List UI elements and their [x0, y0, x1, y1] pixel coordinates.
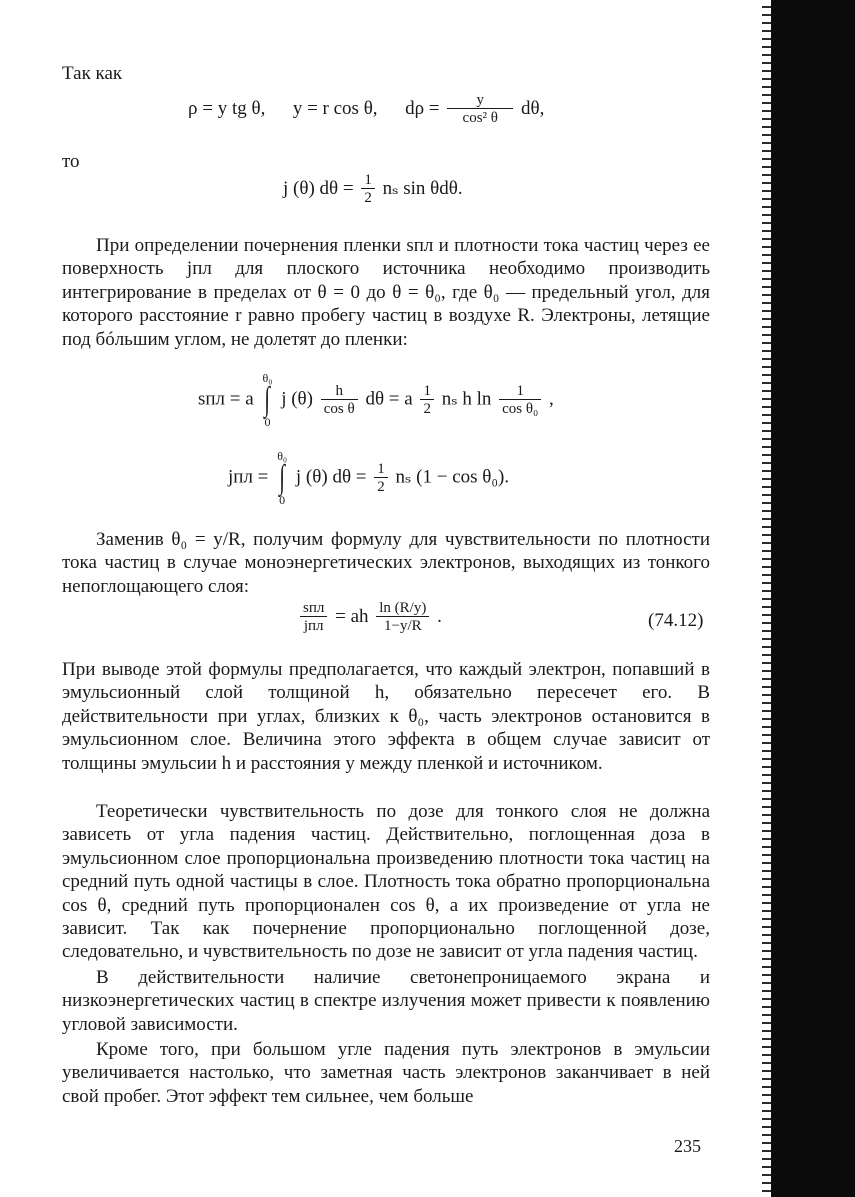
eq5-rhs-fraction — [376, 600, 429, 635]
eq3-lhs: sпл = a — [198, 388, 254, 410]
eq2-lhs: j (θ) dθ = — [283, 177, 354, 199]
paragraph-4 — [62, 800, 710, 964]
paragraph-6-text: Кроме того, при большом угле падения путь электронов в эмульсии увеличивается настолько, что заметная часть электронов заканчивает в ней свой пробег. Этот эффект тем сильнее, чем больше — [62, 1039, 710, 1107]
eq2-frac-den: 2 — [364, 190, 372, 206]
eq3-f2-num: 1 — [420, 383, 434, 400]
eq2-frac-num: 1 — [361, 172, 375, 189]
paragraph-3-text: При выводе этой формулы предполагается, что каждый электрон, попавший в эмульсионный слой толщиной h, обязательно пересечет его. В действительности при углах, близких к θ₀, часть электронов остановится в эмульсионном слое. Величина этого эффекта в общем случае зависит от толщины эмульсии h и расстояния y между пленкой и источником. — [62, 659, 710, 774]
paragraph-2 — [62, 528, 710, 598]
eq3-f3-num: 1 — [499, 383, 541, 400]
eq3-f1-den: cos θ — [323, 400, 355, 417]
eq4-integral — [273, 450, 291, 506]
eq5-lhs-den: jпл — [303, 618, 324, 634]
eq3-integral — [258, 372, 276, 428]
eq3-mid: dθ = a — [365, 388, 413, 410]
eq2-rhs: nₛ sin θdθ. — [382, 177, 463, 199]
eq1-fraction — [447, 92, 513, 127]
eq3-integrand: j (θ) — [281, 388, 313, 410]
paragraph-6 — [62, 1038, 710, 1108]
eq1-frac-den: cos² θ — [462, 110, 498, 126]
paragraph-2-text: Заменив θ₀ = y/R, получим формулу для чувствительности по плотности тока частиц в случае моноэнергетических электронов, выходящих из тонкого непоглощающего слоя: — [62, 529, 710, 597]
scan-dark-edge — [771, 0, 855, 1197]
eq1-part3-lhs: dρ = — [405, 97, 440, 119]
eq3-f3-den: cos θ₀ — [502, 400, 539, 417]
eq1-part3-rhs: dθ, — [521, 97, 545, 119]
eq4-integrand: j (θ) dθ = — [295, 466, 367, 488]
eq3-end: , — [549, 388, 554, 410]
eq5-rhs-den: 1−y/R — [383, 618, 422, 634]
eq3-fraction-3 — [499, 383, 541, 418]
eq3-mid2: nₛ h ln — [441, 388, 492, 410]
eq5-rhs-num: ln (R/y) — [376, 600, 429, 617]
eq3-f1-num: h — [321, 383, 358, 400]
equation-4 — [228, 450, 509, 506]
equation-2 — [283, 172, 463, 207]
eq5-lhs-fraction — [300, 600, 327, 635]
eq1-part2: y = r cos θ, — [292, 97, 378, 119]
eq4-f-den: 2 — [377, 478, 385, 495]
equation-3 — [198, 372, 554, 428]
eq3-int-lower: 0 — [264, 415, 271, 429]
eq5-lhs-num: sпл — [300, 600, 327, 617]
eq4-rhs: nₛ (1 − cos θ₀). — [395, 466, 510, 488]
eq4-int-upper: θ₀ — [277, 449, 288, 463]
eq3-f2-den: 2 — [423, 400, 431, 417]
intro-text: Так как — [62, 63, 123, 84]
to-text: то — [62, 151, 80, 172]
page-number: 235 — [674, 1136, 701, 1156]
equation-5 — [297, 600, 442, 635]
equation-1 — [188, 92, 544, 127]
integral-sign-icon: ∫ — [264, 381, 271, 418]
eq5-end: . — [437, 605, 442, 627]
eq4-lhs: jпл = — [228, 466, 269, 488]
eq3-fraction-1 — [321, 383, 358, 418]
paragraph-1 — [62, 234, 710, 351]
eq4-int-lower: 0 — [279, 493, 286, 507]
eq3-int-upper: θ₀ — [262, 371, 273, 385]
eq4-f-num: 1 — [374, 461, 388, 478]
paragraph-5 — [62, 966, 710, 1036]
paragraph-5-text: В действительности наличие светонепроницаемого экрана и низкоэнергетических частиц в спектре излучения может привести к появлению угловой зависимости. — [62, 967, 710, 1035]
eq3-fraction-2 — [420, 383, 434, 418]
eq5-mid: = ah — [335, 605, 369, 627]
eq1-part1: ρ = y tg θ, — [188, 97, 266, 119]
paragraph-1-text: При определении почернения пленки sпл и плотности тока частиц через ее поверхность jпл для плоского источника необходимо производить интегрирование в пределах от θ = 0 до θ = θ₀, где θ₀ — предельный угол, для которого расстояние r равно пробегу частиц в воздухе R. Электроны, летящие под бóльшим углом, не долетят до пленки: — [62, 235, 710, 350]
equation-number: (74.12) — [648, 610, 704, 631]
eq4-fraction — [374, 461, 388, 496]
paragraph-3 — [62, 658, 710, 775]
eq2-fraction — [361, 172, 375, 207]
paragraph-4-text: Теоретически чувствительность по дозе для тонкого слоя не должна зависеть от угла падения частиц. Действительно, поглощенная доза в эмульсионном слое пропорциональна произведению плотности тока частиц на средний путь одной частицы в слое. Плотность тока обратно пропорциональна cos θ, средний путь пропорционален cos θ, а их произведение от угла не зависит. Так как почернение пропорционально поглощенной дозе, следовательно, и чувствительность по дозе не зависит от угла падения частиц. — [62, 801, 710, 963]
integral-sign-icon: ∫ — [279, 459, 285, 496]
eq1-frac-num: y — [447, 92, 513, 109]
